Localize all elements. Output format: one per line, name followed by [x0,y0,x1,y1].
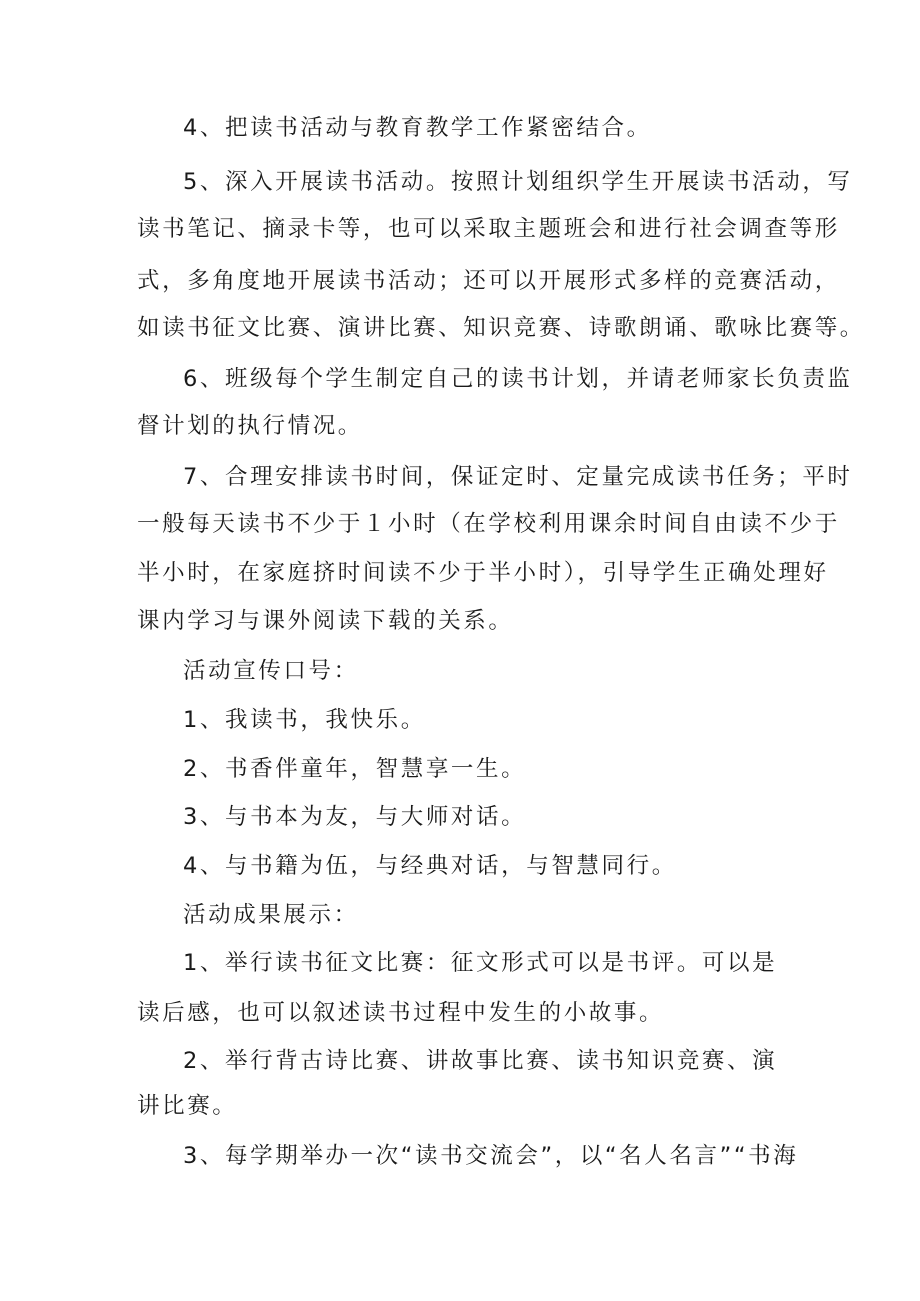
text-line: 读后感，也可以叙述读书过程中发生的小故事。 [137,1000,665,1026]
text-line: 一般每天读书不少于１小时（在学校利用课余时间自由读不少于 [137,511,840,537]
text-line: 7、合理安排读书时间，保证定时、定量完成读书任务；平时 [183,464,853,490]
section-heading: 活动宣传口号： [183,658,359,684]
slogan-item: 4、与书籍为伍，与经典对话，与智慧同行。 [183,853,677,879]
section-heading: 活动成果展示： [183,902,359,928]
text-line: 2、举行背古诗比赛、讲故事比赛、读书知识竞赛、演 [183,1048,778,1074]
text-line: 读书笔记、摘录卡等，也可以采取主题班会和进行社会调查等形 [137,216,840,242]
text-line: 如读书征文比赛、演讲比赛、知识竞赛、诗歌朗诵、歌咏比赛等。 [137,315,865,341]
text-line: 4、把读书活动与教育教学工作紧密结合。 [183,115,652,141]
text-line: 5、深入开展读书活动。按照计划组织学生开展读书活动，写 [183,169,853,195]
text-line: 讲比赛。 [137,1093,238,1119]
text-line: 督计划的执行情况。 [137,413,363,439]
slogan-item: 1、我读书，我快乐。 [183,707,426,733]
text-line: 式，多角度地开展读书活动；还可以开展形式多样的竞赛活动， [137,268,840,294]
text-line: 课内学习与课外阅读下载的关系。 [137,608,514,634]
text-line: 6、班级每个学生制定自己的读书计划，并请老师家长负责监 [183,366,853,392]
slogan-item: 3、与书本为友，与大师对话。 [183,804,527,830]
text-line: 半小时，在家庭挤时间读不少于半小时），引导学生正确处理好 [137,560,829,586]
slogan-item: 2、书香伴童年，智慧享一生。 [183,756,527,782]
text-line: 1、举行读书征文比赛：征文形式可以是书评。可以是 [183,950,778,976]
text-line: 3、每学期举办一次“读书交流会”，以“名人名言”“书海 [183,1143,799,1169]
